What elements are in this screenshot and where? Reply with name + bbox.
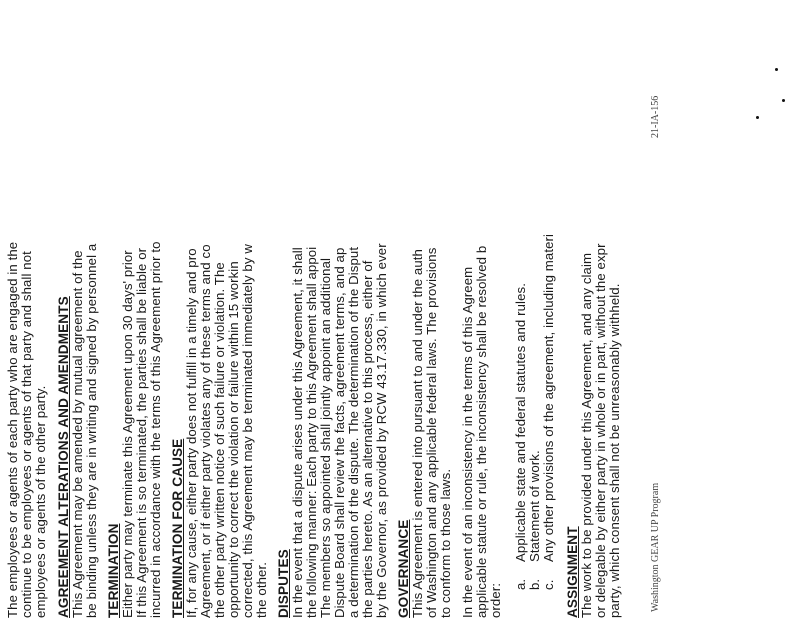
section-line: incurred in accordance with the terms of this Agreement prior to bbox=[148, 241, 163, 618]
section-line: by the Governor, as provided by RCW 43.17.330, in which ever bbox=[374, 243, 389, 618]
assignment-line: or delegable by either party in whole or in part, without the expr bbox=[593, 243, 608, 618]
section-heading-termination: TERMINATION bbox=[106, 523, 121, 618]
intro-line: The employees or agents of each party who are engaged in the bbox=[5, 241, 20, 618]
section-line: This Agreement is entered into pursuant to and under the auth bbox=[410, 249, 425, 618]
section-heading-disputes: DISPUTES bbox=[276, 549, 291, 618]
section-line: of Washington and any applicable federal laws. The provisions bbox=[424, 247, 439, 618]
section-line: In the event that a dispute arises under this Agreement, it shall bbox=[290, 247, 305, 618]
governance-line: order: bbox=[488, 582, 503, 618]
footer-program: Washington GEAR UP Program bbox=[650, 482, 661, 612]
governance-line: applicable statute or rule, the inconsistency shall be resolved b bbox=[474, 245, 489, 618]
section-line: If this Agreement is so terminated, the parties shall be liable or bbox=[134, 247, 149, 618]
section-heading-governance: GOVERNANCE bbox=[396, 519, 411, 618]
list-item: Statement of work. bbox=[527, 450, 542, 562]
governance-line: In the event of an inconsistency in the terms of this Agreem bbox=[460, 266, 475, 618]
scan-speck bbox=[756, 116, 759, 119]
list-item: Any other provisions of the agreement, including materi bbox=[541, 233, 556, 562]
section-line: This Agreement may be amended by mutual agreement of the bbox=[70, 250, 85, 618]
list-item: Applicable state and federal statutes and rules. bbox=[513, 283, 528, 562]
section-line: a determination of the dispute. The determination of the Disput bbox=[346, 246, 361, 618]
section-line: Agreement, or if either party violates any of these terms and co bbox=[198, 244, 213, 618]
section-line: opportunity to correct the violation or failure within 15 workin bbox=[226, 261, 241, 618]
section-heading-assignment: ASSIGNMENT bbox=[565, 526, 580, 618]
section-line: the other party written notice of such failure or violation. The bbox=[212, 262, 227, 618]
section-line: the parties hereto. As an alternative to this process, either of bbox=[360, 260, 375, 618]
list-marker: b. bbox=[527, 578, 542, 590]
section-line: If, for any cause, either party does not fulfill in a timely and pro bbox=[184, 248, 199, 618]
footer-doc-number: 21-IA-156 bbox=[650, 95, 661, 138]
list-marker: c. bbox=[541, 579, 556, 590]
section-heading-amendments: AGREEMENT ALTERATIONS AND AMENDMENTS bbox=[56, 296, 71, 618]
section-heading-termination-for-cause: TERMINATION FOR CAUSE bbox=[170, 438, 185, 618]
assignment-line: party, which consent shall not be unreasonably withheld. bbox=[607, 283, 622, 618]
section-line: corrected, this Agreement may be terminated immediately by w bbox=[240, 244, 255, 618]
section-line: The members so appointed shall jointly appoint an additional bbox=[318, 257, 333, 618]
intro-line: continue to be employees or agents of that party and shall not bbox=[19, 251, 34, 618]
section-line: Dispute Board shall review the facts, agreement terms, and ap bbox=[332, 247, 347, 618]
scan-speck bbox=[782, 99, 785, 102]
section-line: the other. bbox=[254, 562, 269, 618]
section-line: to conform to those laws. bbox=[438, 468, 453, 618]
section-line: the following manner: Each party to this Agreement shall appoi bbox=[304, 246, 319, 618]
intro-line: employees or agents of the other party. bbox=[33, 385, 48, 618]
list-marker: a. bbox=[513, 578, 528, 590]
section-line: be binding unless they are in writing and signed by personnel a bbox=[84, 243, 99, 618]
section-line: Either party may terminate this Agreement upon 30 days' prior bbox=[120, 250, 135, 618]
assignment-line: The work to be provided under this Agreement, and any claim bbox=[579, 252, 594, 618]
scan-speck bbox=[775, 68, 778, 71]
